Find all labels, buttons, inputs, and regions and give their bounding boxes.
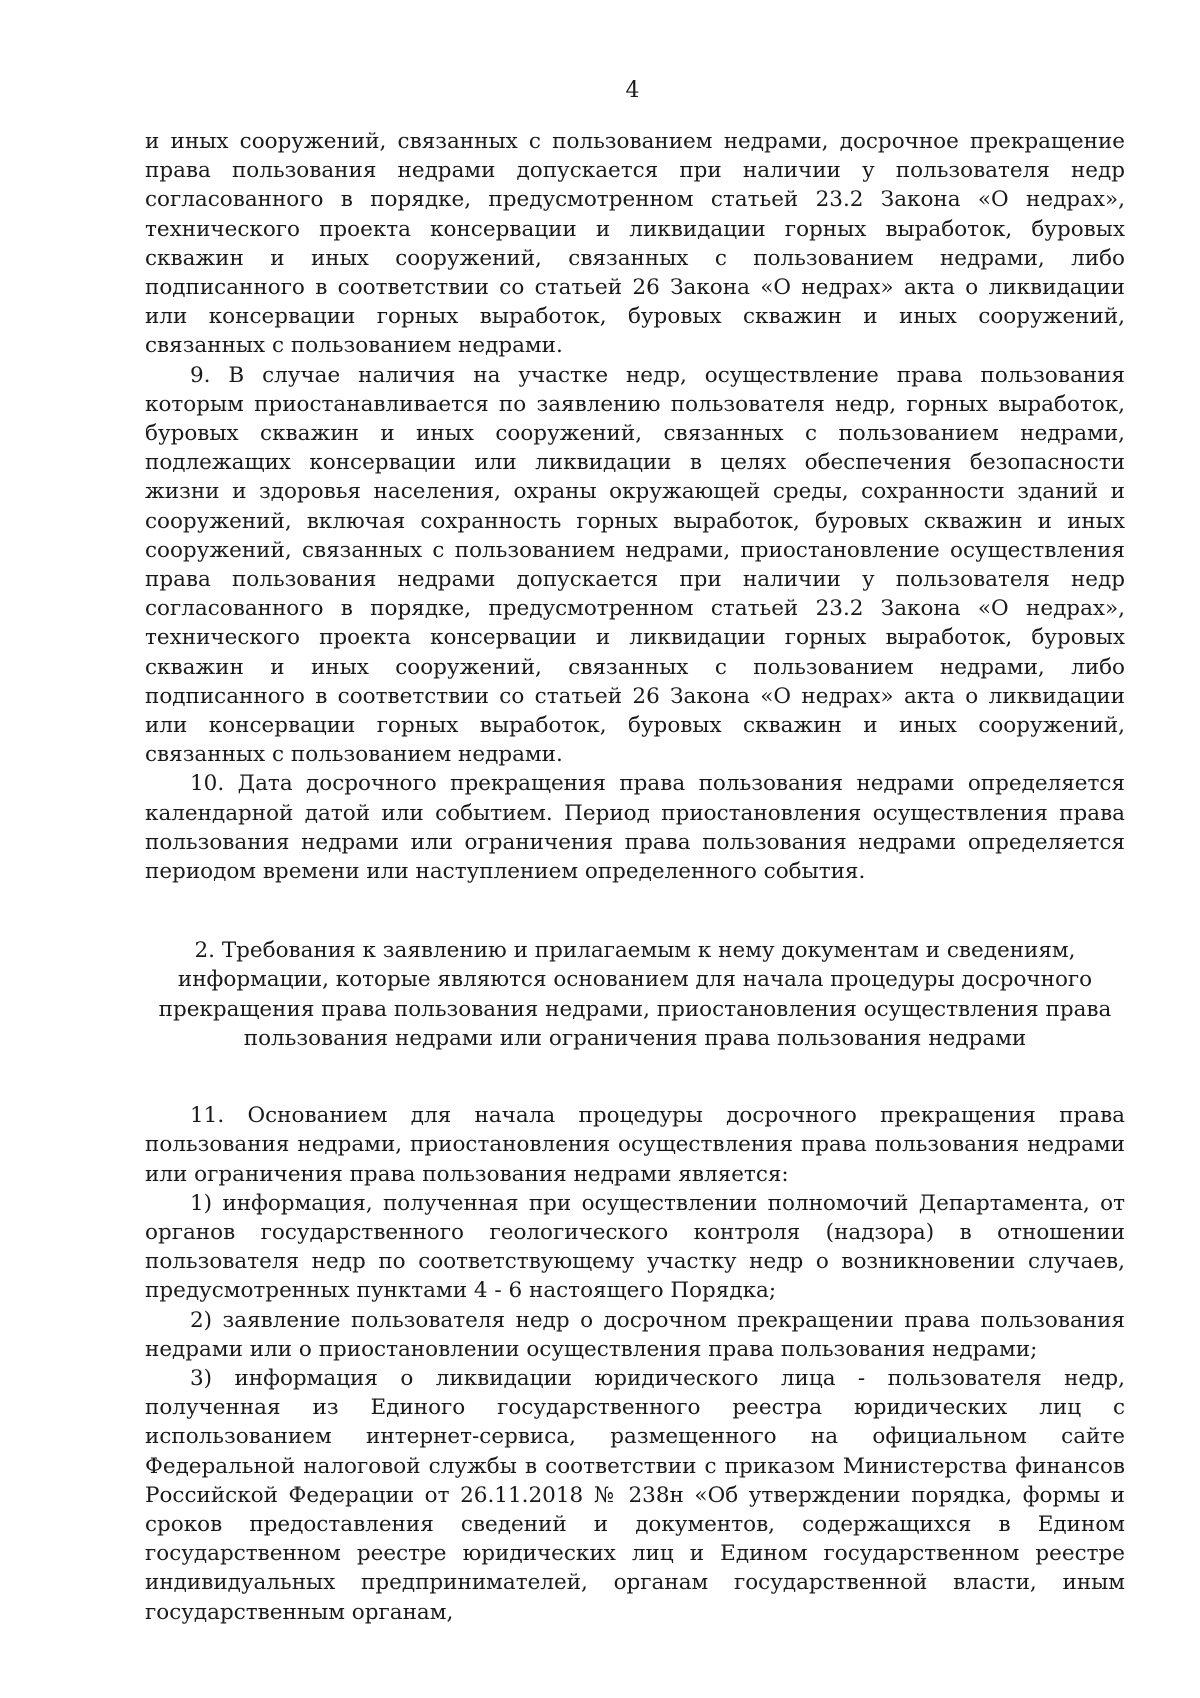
- list-item-2: 2) заявление пользователя недр о досрочном прекращении права пользования недрами или о приостановлении осуществления права пользования недрами;: [145, 1307, 1125, 1362]
- page-number: 4: [625, 78, 640, 103]
- section-heading-line: 2. Требования к заявлению и прилагаемым к нему документам и сведениям,: [194, 938, 1076, 964]
- paragraph-11: 11. Основанием для начала процедуры досрочного прекращения права пользования недрами, приостановления осуществления права пользования недрами или ограничения права пользования недрами является:: [145, 1103, 1125, 1187]
- list-item-3: 3) информация о ликвидации юридического лица - пользователя недр, полученная из Единого государственного реестра юридических лиц с использованием интернет-сервиса, размещенного на официальном сайте Федеральной налоговой службы в соответствии с приказом Министерства финансов Российской Федерации от 26.11.2018 № 238н «Об утверждении порядка, формы и сроков предоставления сведений и документов, содержащихся в Едином государственном реестре юридических лиц и Едином государственном реестре индивидуальных предпринимателей, органам государственной власти, иным государственным органам,: [145, 1365, 1125, 1625]
- section-heading-line: пользования недрами или ограничения права пользования недрами: [243, 1025, 1027, 1051]
- section-heading-line: прекращения права пользования недрами, приостановления осуществления права: [158, 996, 1112, 1022]
- paragraph-9: 9. В случае наличия на участке недр, осуществление права пользования которым приостанавливается по заявлению пользователя недр, горных выработок, буровых скважин и иных сооружений, связанных с пользованием недрами, подлежащих консервации или ликвидации в целях обеспечения безопасности жизни и здоровья населения, охраны окружающей среды, сохранности зданий и сооружений, включая сохранность горных выработок, буровых скважин и иных сооружений, связанных с пользованием недрами, приостановление осуществления права пользования недрами допускается при наличии у пользователя недр согласованного в порядке, предусмотренном статьей 23.2 Закона «О недрах», технического проекта консервации и ликвидации горных выработок, буровых скважин и иных сооружений, связанных с пользованием недрами, либо подписанного в соответствии со статьей 26 Закона «О недрах» акта о ликвидации или консервации горных выработок, буровых скважин и иных сооружений, связанных с пользованием недрами.: [145, 362, 1125, 768]
- paragraph-10: 10. Дата досрочного прекращения права пользования недрами определяется календарной датой или событием. Период приостановления осуществления права пользования недрами или ограничения права пользования недрами определяется периодом времени или наступлением определенного события.: [145, 771, 1125, 885]
- list-item-1: 1) информация, полученная при осуществлении полномочий Департамента, от органов государственного геологического контроля (надзора) в отношении пользователя недр по соответствующему участку недр о возникновении случаев, предусмотренных пунктами 4 - 6 настоящего Порядка;: [145, 1190, 1125, 1304]
- paragraph-8-continuation: и иных сооружений, связанных с пользованием недрами, досрочное прекращение права пользования недрами допускается при наличии у пользователя недр согласованного в порядке, предусмотренном статьей 23.2 Закона «О недрах», технического проекта консервации и ликвидации горных выработок, буровых скважин и иных сооружений, связанных с пользованием недрами, либо подписанного в соответствии со статьей 26 Закона «О недрах» акта о ликвидации или консервации горных выработок, буровых скважин и иных сооружений, связанных с пользованием недрами.: [145, 129, 1125, 359]
- section-heading: [145, 936, 1125, 1053]
- section-heading-line: информации, которые являются основанием для начала процедуры досрочного: [177, 967, 1093, 993]
- document-body: [145, 127, 1125, 1627]
